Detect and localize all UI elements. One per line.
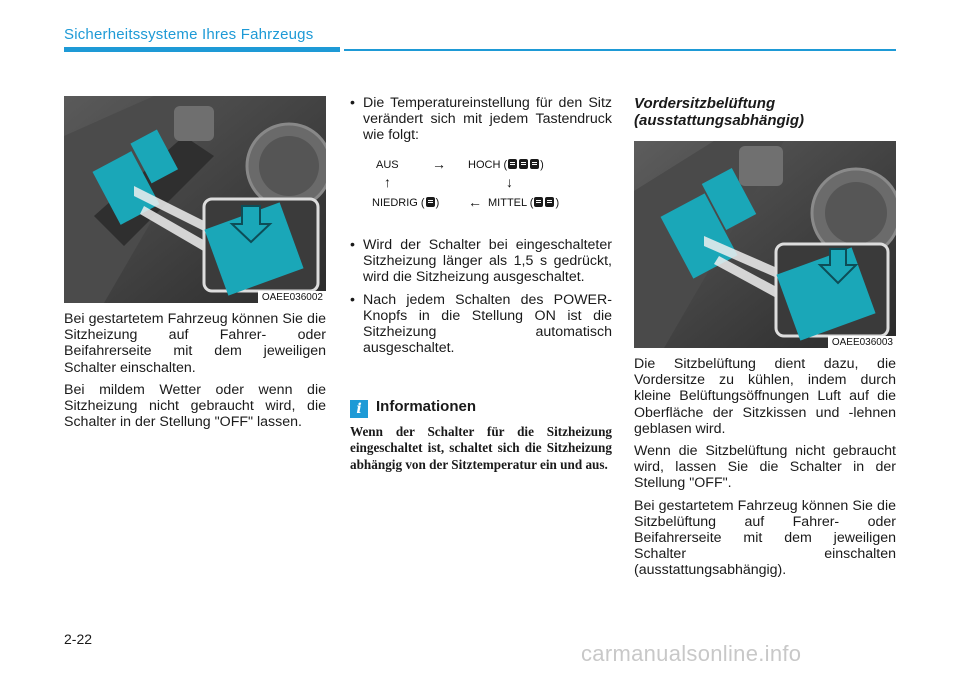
seat-ventilation-switch-photo [634,141,896,348]
seat-heater-switch-photo [64,96,326,303]
seq-niedrig-label: NIEDRIG ( [372,197,425,209]
heat-level-icon [530,159,539,169]
paragraph: Wenn die Sitzbelüftung nicht gebraucht wird, lassen Sie die Schalter in der Stellung "OFF". [634,443,896,492]
seq-close: ) [540,159,544,171]
header-rule-thin [344,49,896,51]
seq-hoch-label: HOCH ( [468,159,508,171]
temperature-sequence [350,156,612,216]
seq-hoch [468,159,544,171]
seq-mittel [488,197,559,209]
heat-level-icon [545,197,554,207]
page-number: 2-22 [64,631,93,647]
info-icon: i [350,400,368,418]
header-rule-thick [64,47,340,52]
section-title: Sicherheitssysteme Ihres Fahrzeugs [64,26,314,43]
bullet-list-intro [350,95,612,150]
bullet-item: • Die Temperatureinstellung für den Sitz verändert sich mit jedem Tastendruck wie folgt: [350,95,612,144]
intro-text [64,311,326,436]
heat-level-icon [426,197,435,207]
paragraph: Bei gestartetem Fahrzeug können Sie die Sitzbelüftung auf Fahrer- oder Beifahrerseite mit dem jeweiligen Schalter einschalten (ausstattungsabhängig). [634,497,896,579]
arrow-right-icon: → [432,156,446,172]
arrow-up-icon: ↑ [384,174,391,190]
watermark: carmanualsonline.info [581,641,802,666]
info-text: Wenn der Schalter für die Sitzheizung eingeschaltet ist, schaltet sich die Sitzheizung abhängig von der Sitztemperatur ein und aus. [350,424,612,472]
seq-mittel-label: MITTEL ( [488,197,534,209]
bullet-item: • Nach jedem Schalten des POWER-Knopfs in die Stellung ON ist die Sitzheizung automatisch ausgeschaltet. [350,292,612,357]
heading-line: Vordersitzbelüftung [634,95,776,112]
bullet-item: • Wird der Schalter bei eingeschalteter Sitzheizung länger als 1,5 s gedrückt, wird die Sitzheizung ausgeschaltet. [350,237,612,286]
figure-code: OAEE036002 [258,291,326,303]
heat-level-icon [534,197,543,207]
heat-level-icon [519,159,528,169]
paragraph: Bei gestartetem Fahrzeug können Sie die Sitzheizung auf Fahrer- oder Beifahrerseite mit dem jeweiligen Schalter einschalten. [64,311,326,376]
ventilation-text [634,356,896,585]
arrow-down-icon: ↓ [506,174,513,190]
section-heading [634,95,896,129]
seq-niedrig [372,197,439,209]
heat-level-icon [508,159,517,169]
info-box [350,398,612,473]
heading-line: (ausstattungsabhängig) [634,112,805,129]
seq-close: ) [435,197,440,209]
paragraph: Die Sitzbelüftung dient dazu, die Vordersitze zu kühlen, indem durch kleine Belüftungsöffnungen Luft auf die Oberfläche der Sitzkissen und -lehnen geblasen wird. [634,356,896,437]
bullet-list [350,237,612,362]
info-heading: Informationen [376,398,476,415]
arrow-left-icon: ← [468,194,482,210]
seq-close: ) [555,197,560,209]
figure-code: OAEE036003 [828,336,896,348]
paragraph: Bei mildem Wetter oder wenn die Sitzheizung nicht gebraucht wird, die Schalter in der Stellung "OFF" lassen. [64,381,326,431]
seq-aus: AUS [376,159,399,171]
